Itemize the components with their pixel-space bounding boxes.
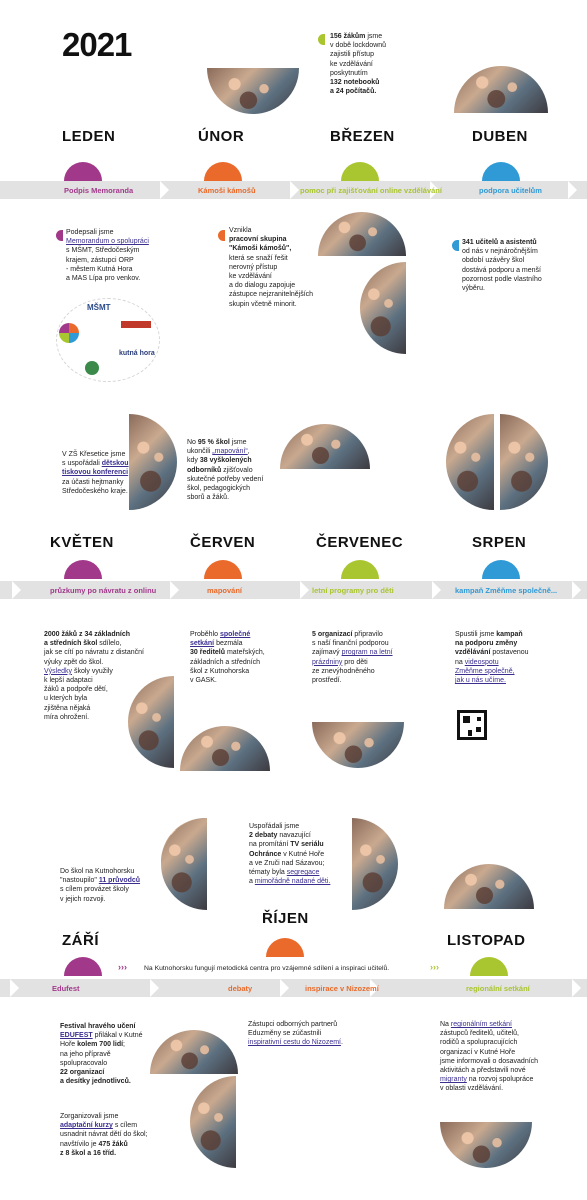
lockdown-note: 156 žákům jsme v době lockdownů zajistili přístup ke vzdělávání poskytnutím 132 notebooků a 24 počítačů.	[330, 33, 387, 96]
nizozemi-link[interactable]: inspirativní cestu do Nizozemí	[248, 1039, 341, 1047]
month-srpen: SRPEN	[472, 534, 527, 551]
zari-top-text: Do škol na Kutnohorsku "nastoupilo" 11 průvodců s cílem provázet školy v jejich rozvoji.	[60, 868, 141, 903]
tiskova-link-2[interactable]: tiskovou konferenci	[62, 469, 129, 477]
kamosi-photo-1	[318, 212, 406, 256]
zari-marker	[64, 957, 102, 976]
month-brezen: BŘEZEN	[330, 128, 395, 145]
unor-bullet	[218, 230, 225, 241]
duben-bullet	[452, 240, 459, 251]
srpen-marker	[482, 560, 520, 579]
vysledky-link[interactable]: Výsledky	[44, 667, 73, 675]
press-photo	[129, 414, 177, 510]
duben-marker	[482, 162, 520, 181]
pruvodci-link[interactable]: 11 průvodců	[98, 877, 141, 885]
rijen-marker	[266, 938, 304, 957]
debaty-photo	[352, 818, 398, 910]
edufest-link[interactable]: EDUFEST	[60, 1032, 93, 1040]
brezen-marker	[341, 162, 379, 181]
cerven-photo	[180, 726, 270, 771]
label-kampan: kampaň Změňme společně...	[455, 586, 558, 595]
kveten-text: 2000 žáků z 34 základních a středních škol sdílelo, jak se cítí po návratu z distanční výuky zpět do škol. Výsledky školy využily k lepší adaptaci žáků a podpoře dětí, u kterých byla zjištěna nějaká míra ohrožení.	[44, 631, 144, 721]
tiskova-link[interactable]: dětskou	[101, 460, 129, 468]
unor-marker	[204, 162, 242, 181]
label-pruzkumy: průzkumy po návratu z onlinu	[50, 586, 157, 595]
month-cerven: ČERVEN	[190, 534, 256, 551]
listopad-photo	[440, 1122, 532, 1168]
month-listopad: LISTOPAD	[447, 932, 526, 949]
mapovani-photo	[280, 424, 370, 469]
kurzy-link[interactable]: adaptační kurzy	[60, 1122, 113, 1130]
metodicka-centra-text: Na Kutnohorsku fungují metodická centra pro vzájemné sdílení a inspiraci učitelů.	[144, 965, 390, 972]
cerven-text: Proběhlo společné setkání bezmála 30 ředitelů mateřských, základních a středních škol z Kutnohorska v GASK.	[190, 631, 265, 685]
leden-bullet	[56, 230, 63, 241]
cervenec-text: 5 organizací připravilo s naší finanční podporou zajímavý program na letní prázdniny pro děti ze znevýhodněného prostředí.	[312, 631, 393, 685]
listopad-text: Na regionálním setkání zástupců ředitelů, učitelů, rodičů a spolupracujících organizací v Kutné Hoře jsme informovali o dosavadních aktivitách a představili nové migranty na rozvoj spolupráce v oblasti vzdělávání.	[440, 1021, 539, 1093]
pruvodci-photo	[161, 818, 207, 910]
zari-text: Festival hravého učení EDUFEST přilákal v Kutné Hoře kolem 700 lidí; na jeho přípravě spolupracovalo 22 organizací a desítky jednotlivců.	[60, 1023, 143, 1086]
cervenec-marker	[341, 560, 379, 579]
month-rijen: ŘÍJEN	[262, 910, 309, 927]
red-badge-logo	[121, 321, 151, 328]
label-letni: letní programy pro děti	[312, 586, 394, 595]
dots-left: ›››	[118, 962, 127, 972]
label-online: pomoc při zajišťování online vzdělávání	[300, 186, 442, 195]
note-bullet	[318, 34, 325, 45]
duben-text: 341 učitelů a asistentů od nás v nejnáročnějším období uzávěry škol dostává podporu a menší pozornost podle vlastního výběru.	[462, 239, 542, 293]
rijen-text: Zástupci odborných partnerů Eduzměny se zúčastnili inspirativní cestu do Nizozemí.	[248, 1021, 343, 1047]
kveten-top-text: V ZŠ Křesetice jsme s uspořádali dětskou tiskovou konferenci za účasti hejtmanky Středočeského kraje.	[62, 451, 129, 495]
kurzy-text: Zorganizovali jsme adaptační kurzy s cílem usnadnit návrat dětí do škol; navštívilo je 475 žáků z 8 škol a 16 tříd.	[60, 1113, 148, 1157]
year-title: 2021	[62, 26, 132, 63]
program-link[interactable]: program na letní	[341, 649, 393, 657]
dots-right: ›››	[430, 962, 439, 972]
migranty-link[interactable]: migranty	[440, 1076, 467, 1084]
rijen-top-text: Uspořádali jsme 2 debaty navazující na promítání TV seriálu Ochránce v Kutné Hoře a ve Zruči nad Sázavou; tématy byla segregace a mimořádně nadané děti.	[249, 823, 331, 886]
memorandum-link[interactable]: Memorandum o spolupráci	[66, 238, 149, 246]
label-ucitele: podpora učitelům	[479, 186, 542, 195]
mas-logo	[85, 361, 99, 375]
setkani-link-2[interactable]: setkání	[190, 640, 215, 648]
unor-text: Vznikla pracovní skupina "Kámoši kámošů", která se snaží řešit nerovný přístup ke vzdělávání a do dialogu zapojuje zástupce nejzranitelnějších skupin včetně minorit.	[229, 227, 314, 308]
kveten-marker	[64, 560, 102, 579]
srpen-text: Spustili jsme kampaň na podporu změny vzdělávání postavenou na videospotu Změňme společně, jak u nás učíme.	[455, 631, 529, 685]
partner-logos	[56, 298, 160, 382]
zmenme-link[interactable]: Změňme společně,	[455, 667, 515, 675]
month-unor: ÚNOR	[198, 128, 245, 145]
jak-ucime-link[interactable]: jak u nás učíme.	[455, 677, 506, 685]
nadane-link[interactable]: mimořádně nadané děti.	[254, 878, 331, 886]
month-leden: LEDEN	[62, 128, 116, 145]
kutna-hora-logo: kutná hora	[119, 350, 155, 357]
pinwheel-logo	[59, 323, 79, 343]
label-regionalni: regionální setkání	[466, 984, 530, 993]
lockdown-photo	[207, 68, 299, 114]
msmt-logo: MŠMT	[87, 303, 111, 312]
label-edufest: Edufest	[52, 984, 80, 993]
edufest-photo	[150, 1030, 238, 1074]
kamosi-photo-2	[360, 262, 406, 354]
label-kamosi: Kámoši kámošů	[198, 186, 256, 195]
kurzy-photo	[190, 1076, 236, 1168]
cerven-top-text: No 95 % škol jsme ukončili „mapování“, kdy 38 vyškolených odborníků zjišťovalo skutečné potřeby vedení škol, pedagogických sborů a žáků.	[187, 439, 264, 502]
leden-text: Podepsali jsme Memorandum o spolupráci s MŠMT, Středočeským krajem, zástupci ORP - městem Kutná Hora a MAS Lípa pro venkov.	[66, 229, 149, 283]
listopad-photo-top	[444, 864, 534, 909]
month-duben: DUBEN	[472, 128, 528, 145]
listopad-marker	[470, 957, 508, 976]
month-cervenec: ČERVENEC	[316, 534, 404, 551]
srpen-photo-right	[500, 414, 548, 510]
month-zari: ZÁŘÍ	[62, 932, 99, 949]
regionalni-link[interactable]: regionálním setkání	[450, 1021, 512, 1028]
cervenec-photo	[312, 722, 404, 768]
mapovani-link[interactable]: „mapování“	[212, 448, 248, 456]
label-mapovani: mapování	[207, 586, 243, 595]
qr-code[interactable]	[457, 710, 487, 740]
prazdniny-link[interactable]: prázdniny	[312, 658, 343, 666]
label-debaty: debaty	[228, 984, 253, 993]
videospot-link[interactable]: videospotu	[464, 658, 499, 666]
teacher-photo	[454, 66, 548, 113]
label-nizozemi: inspirace v Nizozemí	[305, 984, 379, 993]
setkani-link[interactable]: společné	[219, 631, 251, 638]
leden-marker	[64, 162, 102, 181]
month-kveten: KVĚTEN	[50, 534, 114, 551]
cerven-marker	[204, 560, 242, 579]
srpen-photo-left	[446, 414, 494, 510]
label-memorandum: Podpis Memoranda	[64, 186, 134, 195]
segregace-link[interactable]: segregace	[286, 869, 320, 877]
